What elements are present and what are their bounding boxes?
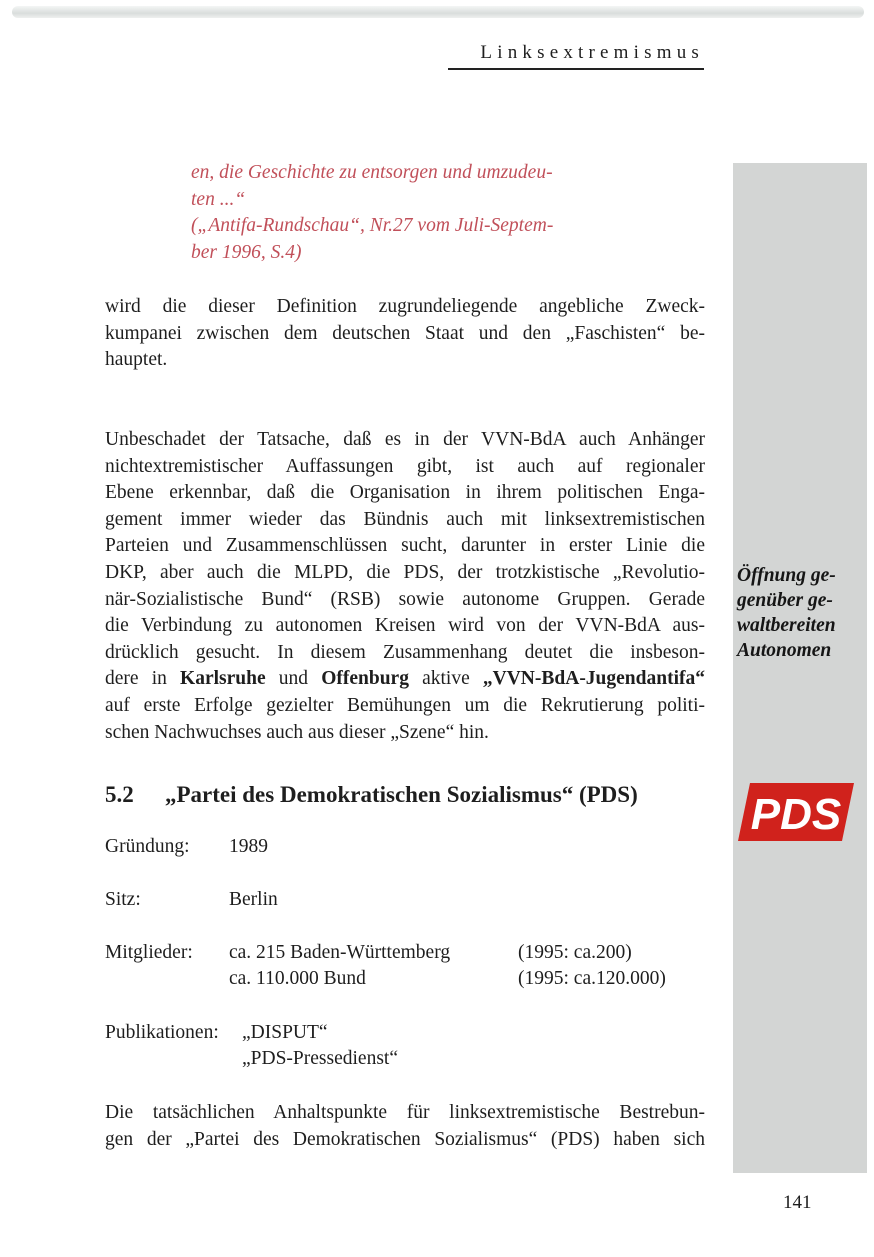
pds-logo-icon — [736, 781, 856, 843]
fact-value: ca. 110.000 Bund — [229, 968, 366, 989]
text-line: kumpanei zwischen dem deutschen Staat und den „Faschisten“ be- — [105, 322, 705, 344]
text-line: die Verbindung zu autonomen Kreisen wird von der VVN-BdA aus- — [105, 615, 705, 637]
text-line-with-bold: dere in Karlsruhe und Offenburg aktive „VVN-BdA-Jugendantifa“ — [105, 668, 705, 690]
publication-item: „DISPUT“ — [242, 1022, 328, 1043]
bold-karlsruhe: Karlsruhe — [180, 668, 266, 690]
text-line: schen Nachwuchses auch aus dieser „Szene“ hin. — [105, 721, 489, 743]
section-title: „Partei des Demokratischen Sozialismus“ (PDS) — [165, 782, 638, 807]
quote-source: ber 1996, S.4) — [191, 241, 302, 263]
margin-sidebar — [733, 163, 867, 1173]
fact-value: ca. 215 Baden-Württemberg — [229, 942, 451, 963]
text-line: gen der „Partei des Demokratischen Sozialismus“ (PDS) haben sich — [105, 1128, 705, 1150]
fact-label: Sitz: — [105, 889, 141, 910]
fact-previous: (1995: ca.200) — [518, 942, 632, 963]
text-line: DKP, aber auch die MLPD, die PDS, der trotzkistische „Revolutio- — [105, 561, 705, 583]
margin-note: Öffnung ge- genüber ge- waltbereiten Autonomen — [737, 565, 836, 661]
text-line: nichtextremistischer Auffassungen gibt, ist auch auf regionaler — [105, 455, 705, 477]
text-line: Die tatsächlichen Anhaltspunkte für linksextremistische Bestrebun- — [105, 1102, 705, 1123]
text-line: drücklich gesucht. In diesem Zusammenhang deutet die insbeson- — [105, 641, 705, 663]
block-quote — [191, 160, 631, 266]
publication-item: „PDS-Pressedienst“ — [242, 1048, 398, 1069]
paragraph-definition — [105, 294, 705, 374]
svg-text:PDS: PDS — [750, 790, 842, 839]
text-line: wird die dieser Definition zugrundeliegende angebliche Zweck- — [105, 296, 705, 317]
fact-label: Gründung: — [105, 836, 190, 857]
running-header: Linksextremismus — [448, 42, 704, 70]
paragraph-pds — [105, 1100, 705, 1153]
section-number: 5.2 — [105, 782, 134, 807]
fact-label: Publikationen: — [105, 1022, 219, 1043]
bold-offenburg: Offenburg — [321, 668, 409, 690]
text-line: Ebene erkennbar, daß die Organisation in ihrem politischen Enga- — [105, 482, 705, 504]
page-number: 141 — [783, 1192, 812, 1213]
quote-source: („Antifa-Rundschau“, Nr.27 vom Juli-Septem- — [191, 215, 554, 236]
text-line: hauptet. — [105, 349, 168, 371]
paragraph-vvn-bda — [105, 427, 705, 746]
text-line: Unbeschadet der Tatsache, daß es in der VVN-BdA auch Anhänger — [105, 429, 705, 450]
text-line: Parteien und Zusammenschlüssen sucht, darunter in erster Linie die — [105, 535, 705, 557]
section-heading — [105, 782, 638, 808]
fact-label: Mitglieder: — [105, 942, 193, 963]
quote-line: ten ...“ — [191, 188, 246, 210]
fact-value: Berlin — [229, 889, 278, 910]
text-line: gement immer wieder das Bündnis auch mit linksextremistischen — [105, 508, 705, 530]
fact-value: 1989 — [229, 836, 268, 857]
text-line: när-Sozialistische Bund“ (RSB) sowie autonome Gruppen. Gerade — [105, 588, 705, 610]
bold-jugendantifa: „VVN-BdA-Jugendantifa“ — [482, 668, 705, 690]
fact-previous: (1995: ca.120.000) — [518, 968, 666, 989]
scan-top-edge-shadow — [12, 6, 864, 18]
quote-line: en, die Geschichte zu entsorgen und umzudeu- — [191, 162, 553, 183]
text-line: auf erste Erfolge gezielter Bemühungen um die Rekrutierung politi- — [105, 694, 705, 716]
